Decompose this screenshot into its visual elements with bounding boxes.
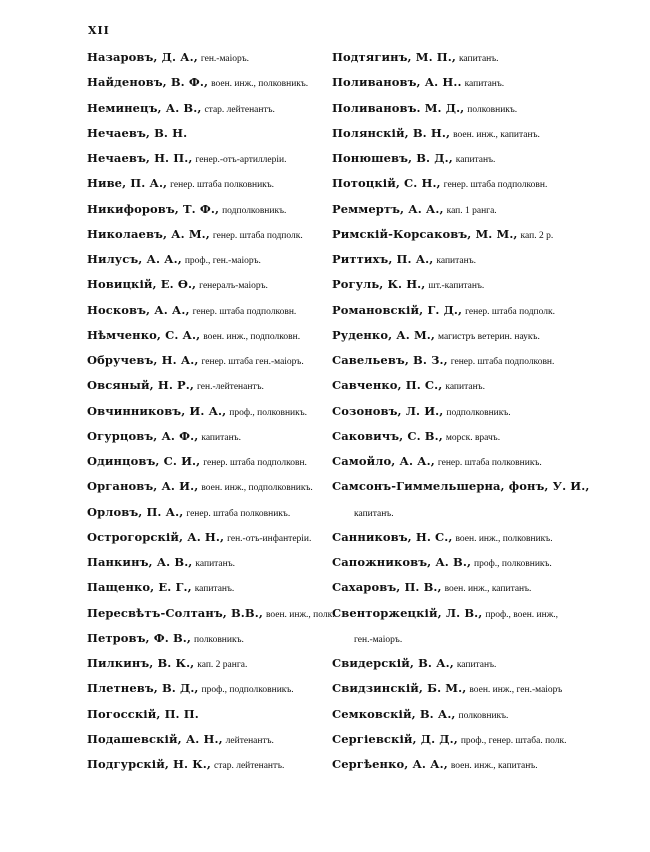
entry-name: Нилусъ, А. А., [87,252,182,266]
list-entry [332,149,582,174]
entry-name: Сапожниковъ, А. В., [332,555,472,569]
entry-rank: воен. инж., полковникъ. [455,533,553,544]
entry-name: Ниве, П. А., [87,176,168,191]
entry-rank: полковникъ. [193,634,244,645]
entry-name: Савельевъ, В. З., [332,353,448,367]
list-entry [87,604,335,629]
list-entry [332,705,582,730]
entry-name: Погосскій, П. П. [87,706,199,721]
list-entry [87,351,332,376]
list-entry [332,174,582,199]
entry-name: Подтягинъ, М. П., [332,50,456,64]
entry-rank: воен. инж., подполковникъ. [201,483,313,494]
list-entry [87,200,332,225]
entry-name: Сергѣенко, А. А., [332,757,448,771]
entry-name: Рогуль, К. Н., [332,277,426,292]
list-entry [87,503,332,528]
list-entry [87,99,332,124]
entry-rank: проф., генер. штаба. полк. [460,735,567,746]
entry-rank: полковникъ. [467,104,518,115]
entry-name: Созоновъ, Л. И., [332,403,444,418]
entry-name: Реммертъ, А. А., [332,201,444,216]
entry-rank: генер. штаба подполковн. [203,458,307,468]
entry-rank: капитанъ. [194,584,235,595]
entry-rank: капитанъ. [458,54,499,64]
list-entry [332,200,582,225]
entry-name: Одинцовъ, С. И., [87,454,201,468]
list-entry [87,402,332,427]
entry-rank: генер. штаба ген.-маіоръ. [201,357,304,367]
entry-rank: ген.-отъ-инфантеріи. [227,533,312,544]
entry-rank: воен. инж., капитанъ. [450,761,538,771]
entry-rank: генер. штаба подполк. [465,306,555,317]
entry-rank: генер. штаба подполковн. [443,180,548,191]
list-entry [332,225,582,250]
entry-name: Николаевъ, А. М., [87,226,210,241]
entry-rank: полковникъ. [458,710,509,721]
list-entry [332,250,582,275]
list-entry [87,275,332,300]
entry-name: Поливановъ. М. Д., [332,100,465,115]
entry-name: Саковичъ, С. В., [332,428,443,443]
entry-name: Носковъ, А. А., [87,302,190,317]
entry-name: Назаровъ, Д. А., [87,50,198,64]
entry-rank: капитанъ. [456,660,497,670]
list-entry [332,48,582,73]
entry-rank: стар. лейтенантъ. [214,761,285,771]
list-entry [87,755,332,780]
entry-rank: магистръ ветерин. наукъ. [438,331,540,342]
entry-rank: ген.-маіоръ. [354,634,403,645]
entry-rank: ген.-лейтенантъ. [197,382,264,393]
list-entry [87,73,332,98]
list-entry [87,553,332,578]
list-entry [87,301,332,326]
entry-rank: капитанъ. [455,155,496,165]
list-entry [332,275,582,300]
entry-name: Пересвѣтъ-Солтанъ, В.В., [87,605,263,620]
entry-rank: генер. штаба подполк. [212,230,303,241]
list-entry [332,755,582,780]
list-entry [332,351,582,376]
entry-name: Понюшевъ, В. Д., [332,151,453,165]
entry-name: Подгурскій, Н. К., [87,757,211,771]
entry-name: Пилкинъ, В. К., [87,656,195,670]
entry-rank: проф., полковникъ. [474,559,552,569]
list-entry [87,679,332,704]
entry-rank: капитанъ. [354,508,394,519]
entry-name: Острогорскій, А. Н., [87,529,225,544]
list-entry [332,528,582,553]
entry-name: Пащенко, Е. Г., [87,580,192,595]
list-entry [332,124,582,149]
entry-rank: воен. инж., полковникъ. [211,79,309,90]
list-entry [332,654,582,679]
entry-rank: подполковникъ. [446,407,511,418]
list-entry [332,604,582,629]
entry-rank: генер.-отъ-артиллеріи. [195,155,287,165]
list-entry [87,452,332,477]
list-entry [87,629,332,654]
entry-name: Санниковъ, Н. С., [332,529,453,544]
entry-name: Нечаевъ, В. Н. [87,125,188,140]
entry-rank: проф., подполковникъ. [201,685,294,696]
entry-rank: капитанъ. [195,559,236,569]
entry-name: Руденко, А. М., [332,327,436,342]
entry-name: Свенторжецкій, Л. В., [332,605,483,620]
page-number: XII [88,24,110,37]
list-entry [332,452,582,477]
entry-rank: генер. штаба подполковн. [192,306,297,317]
left-column [87,48,335,780]
list-entry [87,705,332,730]
entry-name: Панкинъ, А. В., [87,555,193,569]
entry-rank: лейтенантъ. [225,735,274,746]
entry-rank: морск. врачъ. [445,432,501,443]
list-entry [87,250,332,275]
list-entry [87,578,332,603]
entry-name: Овсяный, Н. Р., [87,378,195,393]
entry-name: Римскій-Корсаковъ, М. М., [332,226,518,241]
entry-rank: генер. штаба полковникъ. [186,508,291,519]
entry-rank: воен. инж., полк. [265,609,335,620]
entry-name: Нѣмченко, С. А., [87,327,201,342]
entry-name: Подашевскій, А. Н., [87,731,223,746]
entry-name: Сахаровъ, П. В., [332,580,442,595]
list-entry [87,326,332,351]
entry-name: Романовскій, Г. Д., [332,302,463,317]
list-entry [87,654,332,679]
entry-name: Орловъ, П. А., [87,504,184,519]
list-entry [87,730,332,755]
list-entry [332,477,590,502]
right-column [332,48,590,780]
list-entry [87,427,332,452]
list-entry [332,553,582,578]
list-entry [332,73,582,98]
entry-name: Никифоровъ, Т. Ф., [87,201,220,216]
entry-name: Неминецъ, А. В., [87,100,202,115]
list-entry [332,99,582,124]
entry-name: Плетневъ, В. Д., [87,681,199,696]
entry-rank: генералъ-маіоръ. [199,281,268,292]
entry-name: Свидерскій, В. А., [332,656,454,670]
entry-name: Сергіевскій, Д. Д., [332,731,458,746]
list-entry [87,225,332,250]
entry-name: Полянскій, В. Н., [332,125,451,140]
entry-rank: генер. штаба подполковн. [450,357,555,367]
entry-rank: шт.-капитанъ. [428,281,485,292]
entry-name: Нечаевъ, Н. П., [87,151,193,165]
list-entry [87,48,332,73]
entry-rank: проф., полковникъ. [229,407,308,418]
entry-name: Найденовъ, В. Ф., [87,75,209,90]
list-entry [332,301,582,326]
entry-rank: капитанъ. [201,432,241,443]
list-entry [332,402,582,427]
entry-rank: проф., ген.-маіоръ. [184,256,261,266]
list-entry [332,326,582,351]
list-entry [332,679,582,704]
list-entry-continuation [332,629,582,654]
list-entry [332,376,582,401]
list-entry [332,730,582,755]
entry-rank: воен. инж., подполковн. [203,331,301,342]
entry-rank: генер. штаба полковникъ. [170,180,275,191]
entry-name: Семковскій, В. А., [332,706,456,721]
entry-rank: подполковникъ. [222,205,287,216]
list-entry [87,124,332,149]
entry-rank: капитанъ. [445,382,485,393]
entry-name: Поливановъ, А. Н.. [332,75,462,90]
entry-name: Риттихъ, П. А., [332,252,434,266]
entry-rank: генер. штаба полковникъ. [437,458,542,468]
entry-name: Савченко, П. С., [332,378,443,393]
entry-rank: кап. 2 ранга. [197,660,248,670]
entry-name: Обручевъ, Н. А., [87,353,199,367]
entry-name: Новицкій, Е. Ѳ., [87,277,197,292]
entry-name: Самойло, А. А., [332,454,435,468]
list-entry [87,149,332,174]
entry-rank: воен. инж., ген.-маіоръ [469,685,563,696]
entry-name: Самсонъ-Гиммельшерна, фонъ, У. И., [332,479,590,494]
list-entry [87,528,332,553]
entry-rank: воен. инж., капитанъ. [453,129,540,140]
entry-name: Органовъ, А. И., [87,479,199,494]
entry-name: Петровъ, Ф. В., [87,630,191,645]
list-entry [87,376,332,401]
entry-rank: капитанъ. [436,256,476,266]
list-entry-continuation [332,503,582,528]
entry-rank: воен. инж., капитанъ. [444,584,532,595]
entry-name: Овчинниковъ, И. А., [87,403,227,418]
entry-rank: кап. 1 ранга. [446,205,497,216]
entry-rank: капитанъ. [464,79,505,90]
entry-name: Потоцкій, С. Н., [332,176,441,191]
list-entry [332,427,582,452]
list-entry [332,578,582,603]
entry-rank: кап. 2 р. [520,230,554,241]
entry-rank: стар. лейтенантъ. [204,104,275,115]
entry-name: Свидзинскій, Б. М., [332,681,467,696]
list-entry [87,174,332,199]
entry-rank: ген.-маіоръ. [200,54,250,64]
entry-name: Огурцовъ, А. Ф., [87,428,199,443]
entry-rank: проф., воен. инж., [485,609,559,620]
list-entry [87,477,332,502]
